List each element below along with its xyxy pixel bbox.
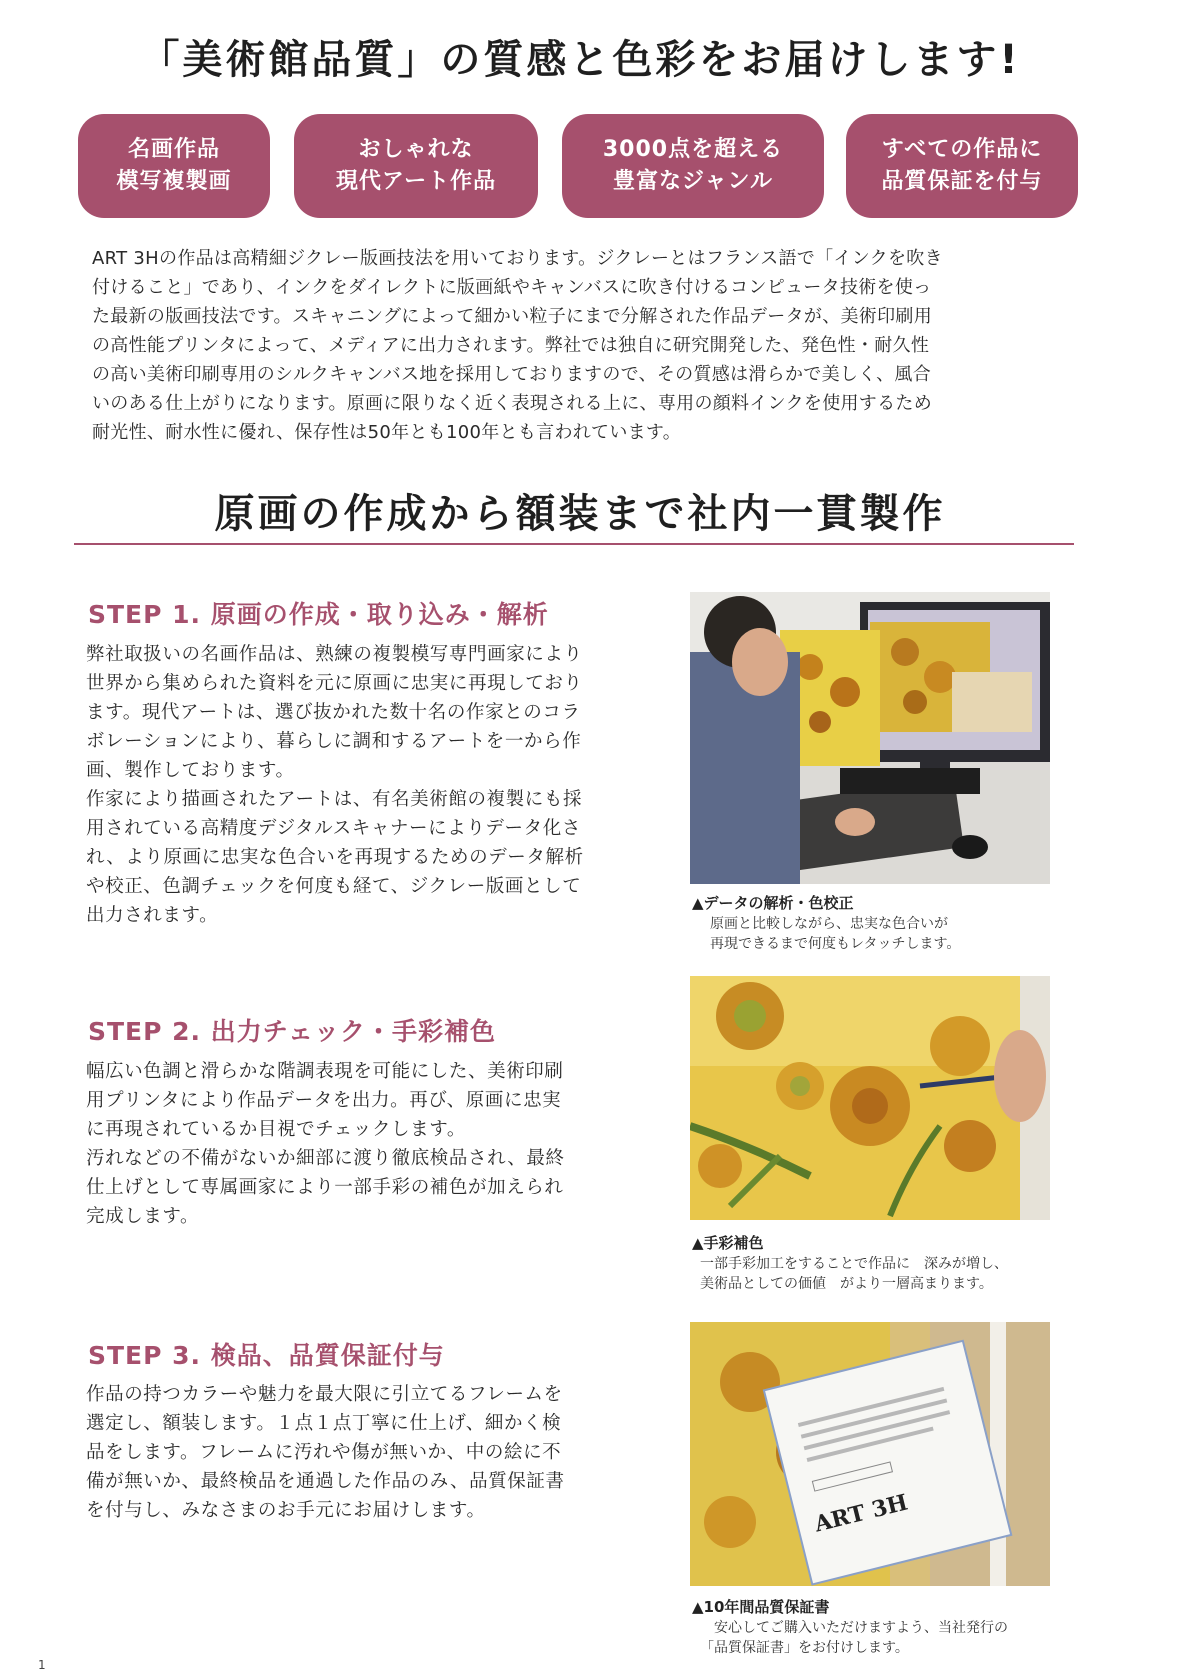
step1-line: 用されている高精度デジタルスキャナーによりデータ化さ [86, 818, 581, 839]
step3-title: STEP 3. 検品、品質保証付与 [88, 1341, 445, 1370]
step3-line: を付与し、みなさまのお手元にお届けします。 [86, 1500, 486, 1521]
certificate-logo: ART 3H [811, 1489, 911, 1538]
step3-line: 選定し、額装します。１点１点丁寧に仕上げ、細かく検 [86, 1413, 562, 1434]
step1-caption [710, 914, 1090, 954]
photo-quality-certificate [690, 1322, 1050, 1586]
feature-line: 品質保証を付与 [881, 169, 1043, 194]
photo-color-calibration [690, 592, 1050, 884]
intro-paragraph [92, 244, 1060, 447]
feature-line: 現代アート作品 [335, 169, 497, 194]
caption-line: 一部手彩加工をすることで作品に 深みが増し、 [700, 1256, 1008, 1272]
step2-line: 幅広い色調と滑らかな階調表現を可能にした、美術印刷 [86, 1061, 564, 1082]
caption-line: 原画と比較しながら、忠実な色合いが [710, 916, 948, 932]
feature-line: 名画作品 [127, 137, 220, 162]
step1-line: 世界から集められた資料を元に原画に忠実に再現しており [86, 673, 583, 694]
step1-line: 画、製作しております。 [86, 760, 295, 781]
step2-caption [700, 1254, 1080, 1294]
feature-badge-modern-art [294, 114, 538, 218]
feature-line: 豊富なジャンル [612, 169, 773, 194]
step2-caption-title: ▲手彩補色 [692, 1234, 764, 1252]
caption-line: 再現できるまで何度もレタッチします。 [710, 936, 961, 952]
step3-line: 備が無いか、最終検品を通過した作品のみ、品質保証書 [86, 1471, 565, 1492]
step1-line: 作家により描画されたアートは、有名美術館の複製にも採 [86, 789, 583, 810]
step2-line: 用プリンタにより作品データを出力。再び、原画に忠実 [86, 1090, 562, 1111]
step2-line: に再現されているか目視でチェックします。 [86, 1119, 466, 1140]
feature-line: 模写複製画 [116, 169, 232, 194]
step2-line: 仕上げとして専属画家により一部手彩の補色が加えられ [86, 1177, 564, 1198]
step3-caption-title: ▲10年間品質保証書 [692, 1598, 830, 1616]
step3-line: 品をします。フレームに汚れや傷が無いか、中の絵に不 [86, 1442, 562, 1463]
page-number: 1 [38, 1658, 46, 1672]
step3-body [86, 1380, 634, 1525]
photo-hand-retouching [690, 976, 1050, 1220]
feature-line: すべての作品に [881, 137, 1043, 162]
step1-body [86, 640, 634, 930]
step1-line: 出力されます。 [86, 905, 219, 926]
feature-line: 3000点を超える [602, 137, 784, 162]
step2-line: 完成します。 [86, 1206, 200, 1227]
step3-caption [700, 1618, 1080, 1658]
intro-line: の高い美術印刷専用のシルクキャンバス地を採用しておりますので、その質感は滑らかで美しく、風合 [92, 364, 932, 385]
step2-title: STEP 2. 出力チェック・手彩補色 [88, 1017, 497, 1046]
feature-badge-masterpiece [78, 114, 270, 218]
step1-line: れ、より原画に忠実な色合いを再現するためのデータ解析 [86, 847, 584, 868]
caption-line: 「品質保証書」をお付けします。 [700, 1640, 909, 1656]
feature-badge-quality-guarantee [846, 114, 1078, 218]
page-headline: 「美術館品質」の質感と色彩をお届けします! [139, 37, 1021, 83]
step1-title: STEP 1. 原画の作成・取り込み・解析 [88, 600, 549, 629]
intro-line: いのある仕上がりになります。原画に限りなく近く表現される上に、専用の顔料インクを使用するため [92, 393, 932, 414]
step2-line: 汚れなどの不備がないか細部に渡り徹底検品され、最終 [86, 1148, 565, 1169]
step2-body [86, 1057, 634, 1231]
intro-line: 耐光性、耐水性に優れ、保存性は50年とも100年とも言われています。 [92, 422, 682, 443]
step1-line: ます。現代アートは、選び抜かれた数十名の作家とのコラ [86, 702, 581, 723]
intro-line: た最新の版画技法です。スキャニングによって細かい粒子にまで分解された作品データが、美術印刷用 [92, 306, 932, 327]
caption-line: 美術品としての価値 がより一層高まります。 [700, 1276, 993, 1292]
feature-badge-genres [562, 114, 824, 218]
intro-line: 付けること」であり、インクをダイレクトに版画紙やキャンバスに吹き付けるコンピュータ技術を使っ [92, 277, 932, 298]
step3-line: 作品の持つカラーや魅力を最大限に引立てるフレームを [86, 1384, 563, 1405]
intro-line: ART 3Hの作品は高精細ジクレー版画技法を用いております。ジクレーとはフランス語で「インクを吹き [92, 248, 943, 269]
step1-line: 弊社取扱いの名画作品は、熟練の複製模写専門画家により [86, 644, 583, 665]
step1-line: や校正、色調チェックを何度も経て、ジクレー版画として [86, 876, 582, 897]
caption-line: 安心してご購入いただけますよう、当社発行の [700, 1620, 1008, 1636]
intro-line: の高性能プリンタによって、メディアに出力されます。弊社では独自に研究開発した、発色性・耐久性 [92, 335, 930, 356]
feature-line: おしゃれな [358, 137, 474, 162]
step1-line: ボレーションにより、暮らしに調和するアートを一から作 [86, 731, 582, 752]
section-title: 原画の作成から額装まで社内一貫製作 [214, 491, 946, 537]
step1-caption-title: ▲データの解析・色校正 [692, 894, 854, 912]
section-divider [74, 543, 1074, 545]
